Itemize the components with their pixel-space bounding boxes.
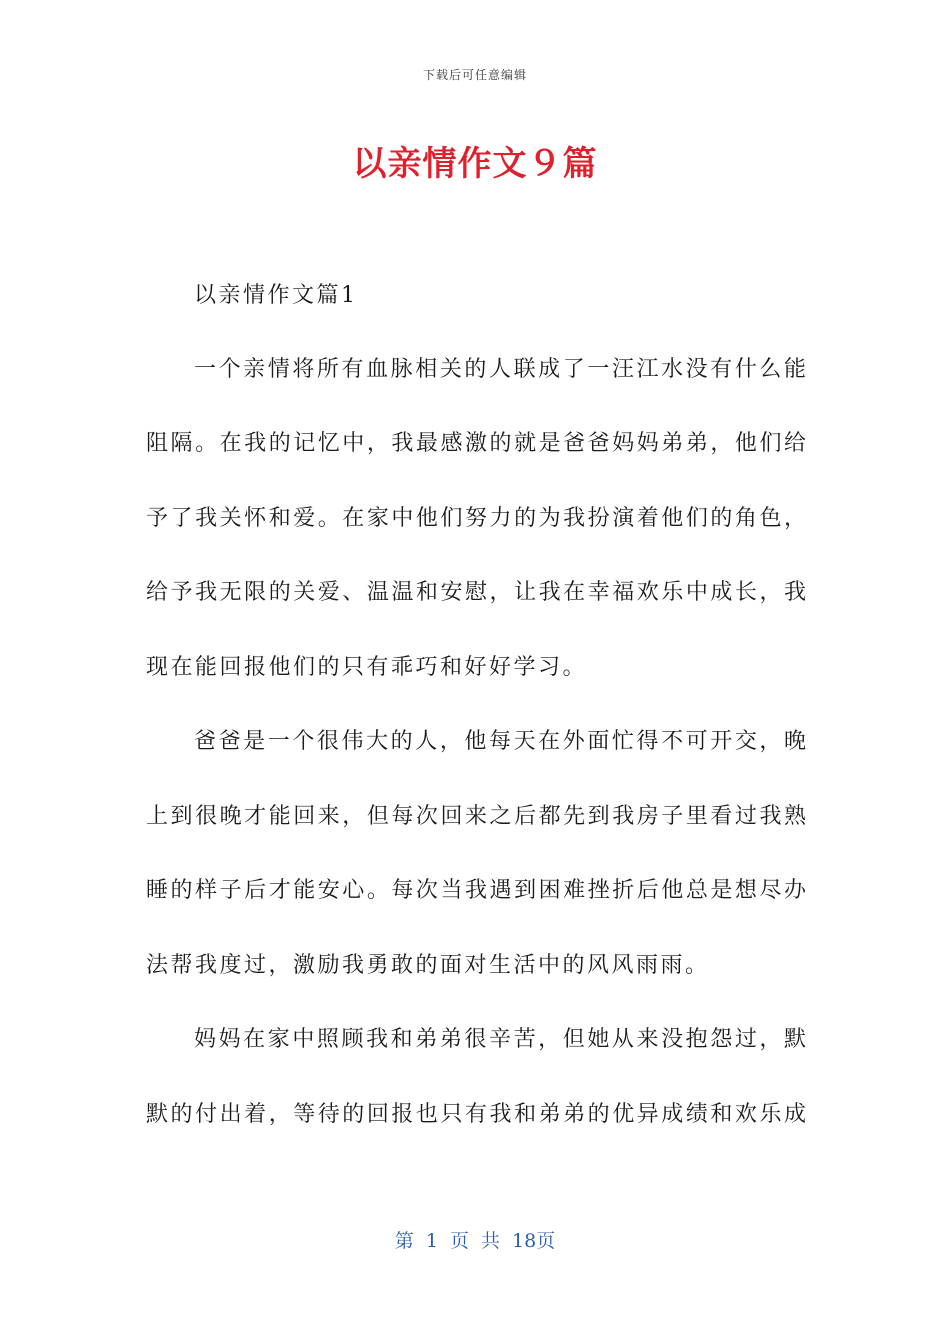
paragraph-line: 睡的样子后才能安心。每次当我遇到困难挫折后他总是想尽办: [146, 878, 806, 903]
paragraph-line: 阻隔。在我的记忆中，我最感激的就是爸爸妈妈弟弟，他们给: [146, 431, 806, 456]
paragraph-line: 一个亲情将所有血脉相关的人联成了一汪江水没有什么能: [194, 357, 806, 382]
paragraph-line: 给予我无限的关爱、温温和安慰，让我在幸福欢乐中成长，我: [146, 580, 806, 605]
page-number-footer: 第 1 页 共 18页: [394, 1230, 556, 1252]
paragraph-line: 默的付出着，等待的回报也只有我和弟弟的优异成绩和欢乐成: [146, 1102, 806, 1127]
paragraph-line: 法帮我度过，激励我勇敢的面对生活中的风风雨雨。: [146, 953, 710, 978]
paragraph-line: 上到很晚才能回来，但每次回来之后都先到我房子里看过我熟: [146, 804, 806, 829]
section-heading: 以亲情作文篇1: [194, 283, 358, 308]
paragraph-line: 予了我关怀和爱。在家中他们努力的为我扮演着他们的角色，: [146, 506, 806, 531]
document-title: 以亲情作文９篇: [352, 144, 598, 184]
paragraph-line: 爸爸是一个很伟大的人，他每天在外面忙得不可开交，晚: [194, 729, 806, 754]
paragraph-line: 现在能回报他们的只有乖巧和好好学习。: [146, 655, 588, 680]
paragraph-line: 妈妈在家中照顾我和弟弟很辛苦，但她从来没抱怨过，默: [194, 1027, 806, 1052]
page-header-note: 下载后可任意编辑: [422, 68, 527, 82]
